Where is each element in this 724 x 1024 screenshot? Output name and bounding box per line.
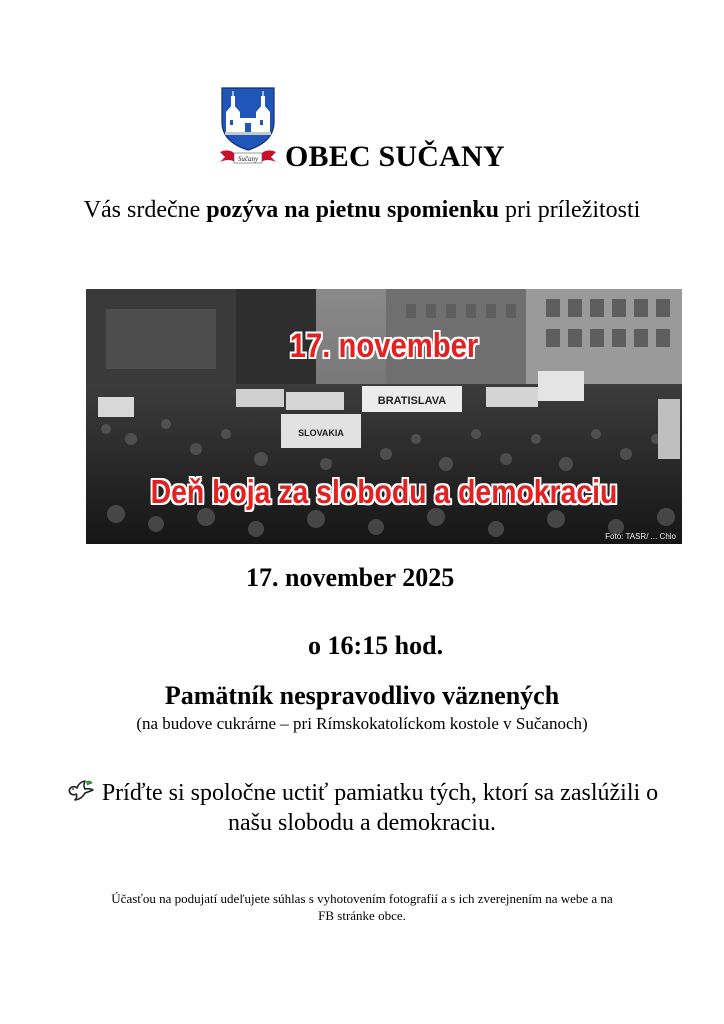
dove-icon — [66, 779, 96, 803]
venue-name: Pamätník nespravodlivo väznených — [164, 681, 560, 710]
invitation-bold: pozýva na pietnu spomienku — [206, 197, 500, 223]
banner-title: 17. november — [289, 327, 479, 365]
sign-bratislava: BRATISLAVA — [377, 395, 447, 407]
invitation-tail: pri príležitosti — [499, 197, 641, 223]
crest-ribbon-text: Sučany — [237, 155, 259, 163]
invitation-lead: Vás srdečne — [83, 197, 207, 223]
call-to-action-text: Príďte si spoločne uctiť pamiatku tých, ktorí sa zaslúžili o našu slobodu a demokraciu. — [101, 780, 659, 836]
consent-note: Účasťou na podujatí udeľujete súhlas s vyhotovením fotografií a s ich zverejnením na webe a na FB stránke obce. — [111, 891, 613, 923]
page-title: OBEC SUČANY — [285, 140, 505, 173]
event-time: o 16:15 hod. — [308, 631, 444, 660]
venue-detail: (na budove cukrárne – pri Rímskokatolíckom kostole v Sučanoch) — [136, 714, 588, 733]
sign-slovakia: SLOVAKIA — [298, 428, 344, 438]
event-date: 17. november 2025 — [246, 563, 455, 592]
call-to-action — [60, 778, 664, 838]
banner-subtitle: Deň boja za slobodu a demokraciu — [150, 473, 618, 510]
invitation-text — [60, 196, 664, 225]
municipal-coat-of-arms-icon — [219, 86, 277, 166]
event-banner-photo — [86, 289, 682, 544]
photo-credit: Foto: TASR/ ... Chlo — [605, 532, 676, 541]
